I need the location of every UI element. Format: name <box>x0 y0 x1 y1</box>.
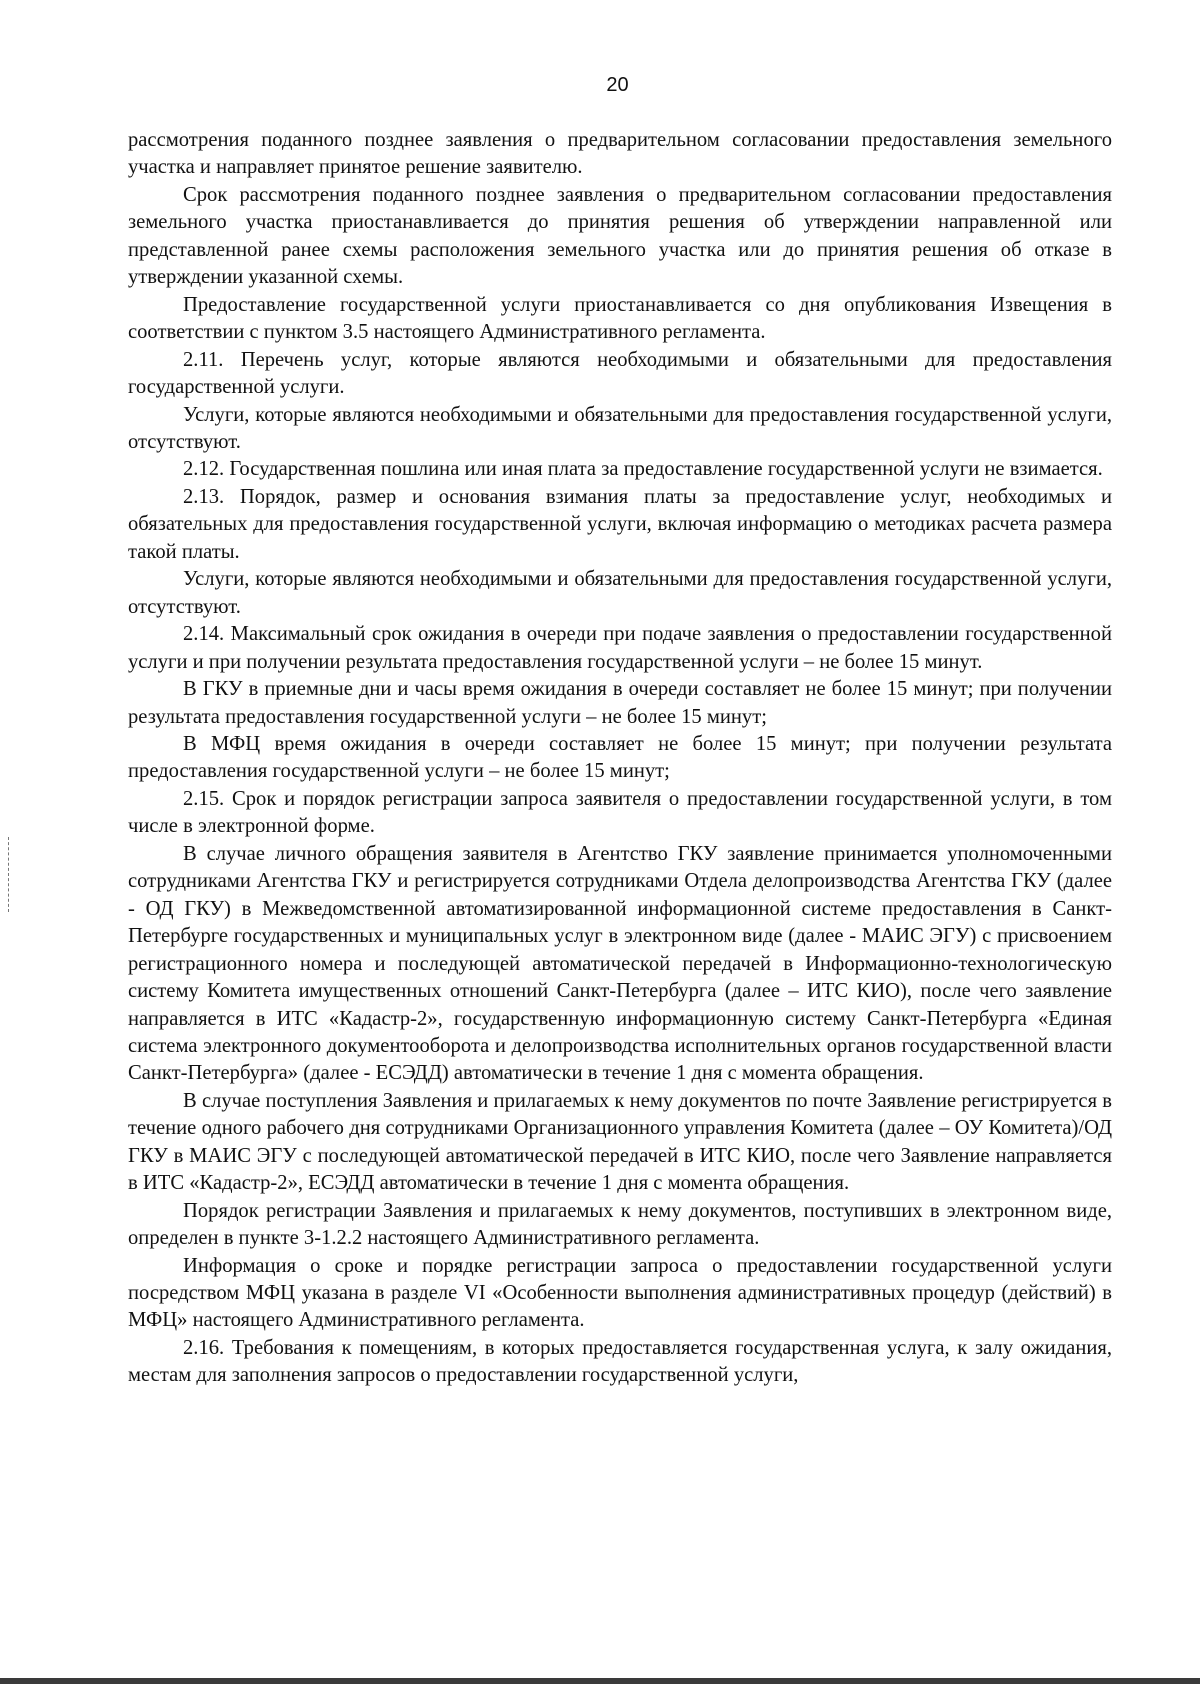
paragraph-gku-waiting: В ГКУ в приемные дни и часы время ожидания в очереди составляет не более 15 минут; при получении результата предоставления государственной услуги – не более 15 минут; <box>128 678 1112 728</box>
page-number: 20 <box>606 74 629 96</box>
paragraph-2-11-services: Услуги, которые являются необходимыми и обязательными для предоставления государственной услуги, отсутствуют. <box>128 403 1112 453</box>
paragraph-mfc-waiting: В МФЦ время ожидания в очереди составляет не более 15 минут; при получении результата предоставления государственной услуги – не более 15 минут; <box>128 732 1112 783</box>
paragraph-continuation: рассмотрения поданного позднее заявления о предварительном согласовании предоставления земельного участка и направляет принятое решение заявителю. <box>128 129 1112 179</box>
paragraph-electronic-registration: Порядок регистрации Заявления и прилагаемых к нему документов, поступивших в электронном виде, определен в пункте 3-1.2.2 настоящего Административного регламента. <box>128 1199 1112 1250</box>
paragraph-suspension: Предоставление государственной услуги приостанавливается со дня опубликования Извещения в соответствии с пунктом 3.5 настоящего Административного регламента. <box>128 293 1112 344</box>
document-body <box>128 127 1112 1390</box>
section-2-13-heading: 2.13. Порядок, размер и основания взимания платы за предоставление услуг, необходимых и обязательных для предоставления государственной услуги, включая информацию о методиках расчета размера такой платы. <box>128 485 1112 563</box>
section-2-15-heading: 2.15. Срок и порядок регистрации запроса заявителя о предоставлении государственной услуги, в том числе в электронной форме. <box>128 787 1112 838</box>
section-2-12-heading: 2.12. Государственная пошлина или иная плата за предоставление государственной услуги не взимается. <box>183 458 1103 481</box>
paragraph-postal-request: В случае поступления Заявления и прилагаемых к нему документов по почте Заявление регистрируется в течение одного рабочего дня сотрудниками Организационного управления Комитета (далее – ОУ Комитета)/ОД ГКУ в МАИС ЭГУ с последующей автоматической передачей в ИТС КИО, после чего Заявление направляется в ИТС «Кадастр-2», ЕСЭДД автоматически в течение 1 дня с момента обращения. <box>128 1089 1112 1195</box>
section-2-11-heading: 2.11. Перечень услуг, которые являются необходимыми и обязательными для предоставления государственной услуги. <box>128 348 1112 399</box>
section-2-14-heading: 2.14. Максимальный срок ожидания в очереди при подаче заявления о предоставлении государственной услуги и при получении результата предоставления государственной услуги – не более 15 минут. <box>128 623 1112 673</box>
paragraph-personal-request: В случае личного обращения заявителя в Агентство ГКУ заявление принимается уполномоченными сотрудниками Агентства ГКУ и регистрируется сотрудниками Отдела делопроизводства Агентства ГКУ (далее - ОД ГКУ) в Межведомственной автоматизированной информационной системе предоставления в Санкт-Петербурге государственных и муниципальных услуг в электронном виде (далее - МАИС ЭГУ) с присвоением регистрационного номера и последующей автоматической передачей в Информационно-технологическую систему Комитета имущественных отношений Санкт-Петербурга (далее – ИТС КИО), после чего заявление направляется в ИТС «Кадастр-2», государственную информационную систему Санкт-Петербурга «Единая система электронного документооборота и делопроизводства исполнительных органов государственной власти Санкт-Петербурга» (далее - ЕСЭДД) автоматически в течение 1 дня с момента обращения. <box>128 842 1112 1085</box>
section-2-16-heading: 2.16. Требования к помещениям, в которых предоставляется государственная услуга, к залу ожидания, местам для заполнения запросов о предоставлении государственной услуги, <box>128 1336 1112 1387</box>
scan-bottom-edge <box>0 1678 1200 1684</box>
paragraph-review-term: Срок рассмотрения поданного позднее заявления о предварительном согласовании предоставления земельного участка приостанавливается до принятия решения об утверждении направленной или представленной ранее схемы расположения земельного участка или до принятия решения об отказе в утверждении указанной схемы. <box>128 183 1112 289</box>
paragraph-mfc-registration: Информация о сроке и порядке регистрации запроса о предоставлении государственной услуги посредством МФЦ указана в разделе VI «Особенности выполнения административных процедур (действий) в МФЦ» настоящего Административного регламента. <box>128 1254 1112 1332</box>
paragraph-2-13-services: Услуги, которые являются необходимыми и обязательными для предоставления государственной услуги, отсутствуют. <box>128 568 1112 618</box>
scan-margin-mark <box>8 837 9 912</box>
